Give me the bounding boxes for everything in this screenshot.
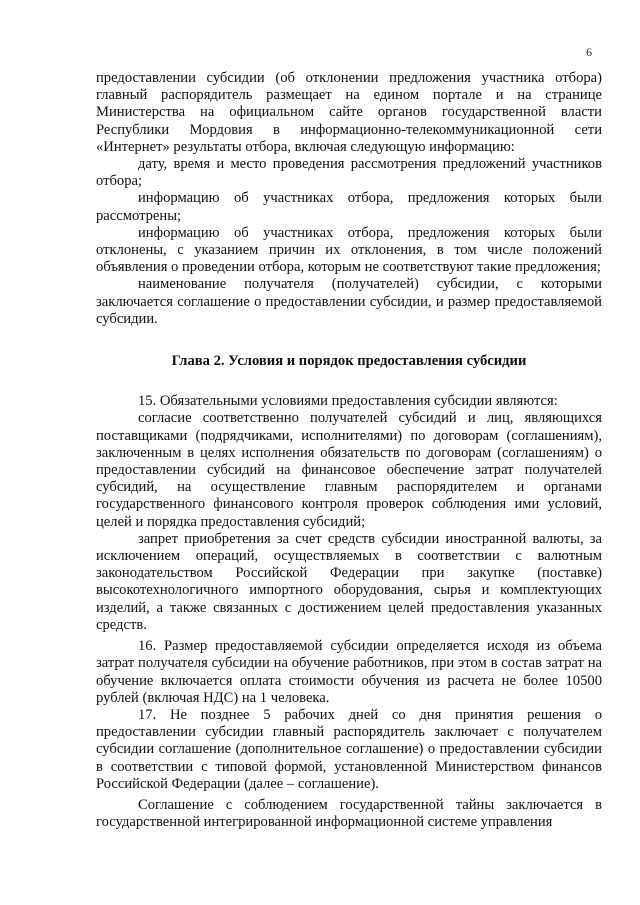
chapter-title: Глава 2. Условия и порядок предоставления субсидии [171,353,527,370]
paragraph-recipient-name: наименование получателя (получателей) субсидии, с которыми заключается соглашение о предоставлении субсидии, и размер предоставляемой субсидии. [96,276,602,327]
paragraph-17: 17. Не позднее 5 рабочих дней со дня принятия решения о предоставлении субсидии главный распорядитель заключает с получателем субсидии соглашение (дополнительное соглашение) о предоставлении субсидии в соответствии с типовой формой, установленной Министерством финансов Российской Федерации (далее – соглашение). [96,706,602,792]
paragraph-agreement-secrecy: Соглашение с соблюдением государственной тайны заключается в государственной интегрированной информационной системе управления [96,796,602,831]
page-number: 6 [586,45,592,59]
paragraph-16: 16. Размер предоставляемой субсидии определяется исходя из объема затрат получателя субсидии на обучение работников, при этом в состав затрат на обучение включается оплата стоимости обучения из расчета не более 10500 рублей (включая НДС) на 1 человека. [96,638,602,706]
paragraph-15: 15. Обязательными условиями предоставления субсидии являются: [138,393,558,410]
document-body [96,70,602,831]
paragraph-date-time-place: дату, время и место проведения рассмотрения предложений участников отбора; [96,156,602,190]
paragraph-results-publication: предоставлении субсидии (об отклонении предложения участника отбора) главный распорядитель размещает на едином портале и на странице Министерства на официальном сайте органов государственной власти Республики Мордовия в информационно-телекоммуникационной сети «Интернет» результаты отбора, включая следующую информацию: [96,70,602,155]
paragraph-rejected-participants: информацию об участниках отбора, предложения которых были отклонены, с указанием причин их отклонения, в том числе положений объявления о проведении отбора, которым не соответствуют такие предложения; [96,224,602,276]
paragraph-consent: согласие соответственно получателей субсидий и лиц, являющихся поставщиками (подрядчиками, исполнителями) по договорам (соглашениям), заключенным в целях исполнения обязательств по договорам (соглашениям) о предоставлении субсидий на финансовое обеспечение затрат получателей субсидий, на осуществление главным распорядителем и органами государственного финансового контроля проверок соблюдения ими условий, целей и порядка предоставления субсидий; [96,410,602,530]
paragraph-considered-participants: информацию об участниках отбора, предложения которых были рассмотрены; [96,190,602,224]
paragraph-currency-ban: запрет приобретения за счет средств субсидии иностранной валюты, за исключением операций, осуществляемых в соответствии с валютным законодательством Российской Федерации при закупке (поставке) высокотехнологичного импортного оборудования, сырья и комплектующих изделий, а также связанных с достижением целей предоставления указанных средств. [96,530,602,633]
